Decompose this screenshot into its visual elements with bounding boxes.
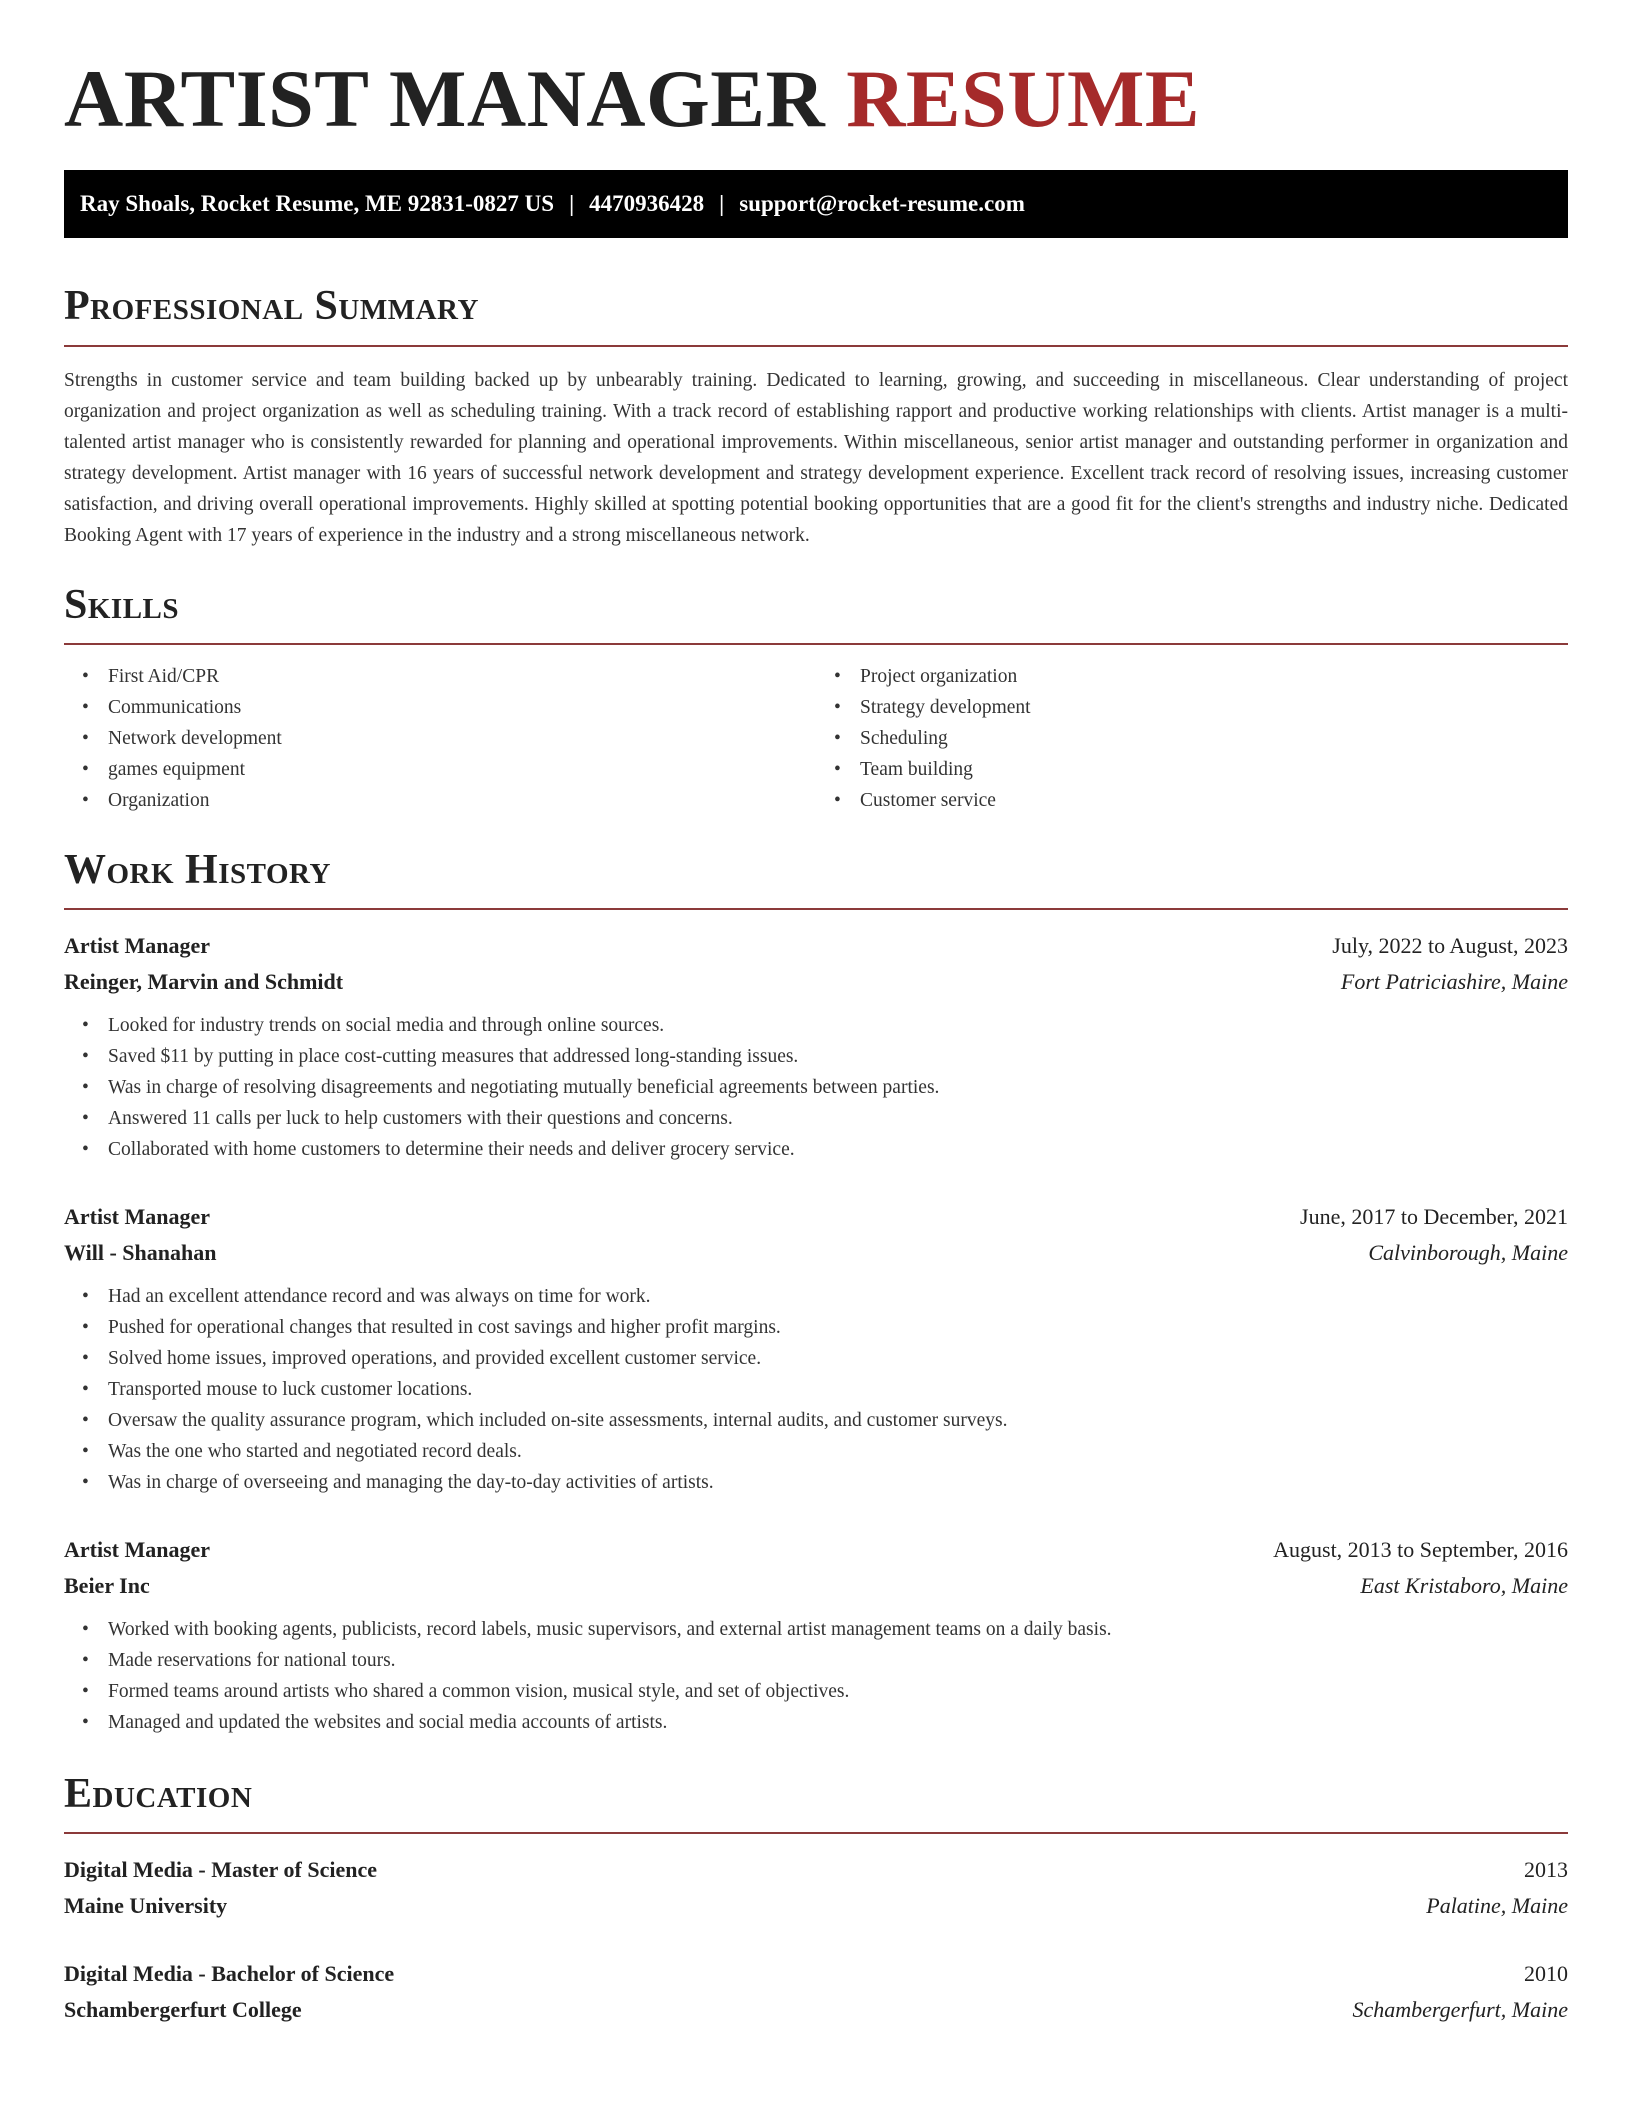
- title-main: ARTIST MANAGER: [64, 53, 826, 144]
- duty-item: • Solved home issues, improved operations, and provided excellent customer service.: [108, 1343, 1568, 1374]
- duty-item: • Made reservations for national tours.: [108, 1645, 1568, 1676]
- summary-text: Strengths in customer service and team building backed up by unbearably training. Dedicated to learning, growing, and succeeding in miscellaneous. Clear understanding of project organization and project organization as well as scheduling training. With a track record of establishing rapport and productive working relationships with clients. Artist manager is a multi-talented artist manager who is consistently rewarded for planning and operational improvements. Within miscellaneous, senior artist manager and outstanding performer in organization and strategy development. Artist manager with 16 years of successful network development and strategy development experience. Excellent track record of resolving issues, increasing customer satisfaction, and driving overall operational improvements. Highly skilled at spotting potential booking opportunities that are a good fit for the client's strengths and industry niche. Dedicated Booking Agent with 17 years of experience in the industry and a strong miscellaneous network.: [64, 369, 1568, 546]
- education-year: 2010: [1524, 1961, 1568, 1987]
- education-degree-row: [64, 1852, 1568, 1888]
- contact-bar: [64, 170, 1568, 238]
- section-divider: [64, 345, 1568, 347]
- skill-item: • games equipment: [108, 754, 816, 785]
- section-divider: [64, 643, 1568, 645]
- contact-email: support@rocket-resume.com: [739, 191, 1025, 217]
- duty-item: • Was in charge of resolving disagreements and negotiating mutually beneficial agreements between parties.: [108, 1072, 1568, 1103]
- professional-summary-section: [64, 282, 1568, 550]
- job-title: Artist Manager: [64, 1204, 211, 1230]
- job-dates: August, 2013 to September, 2016: [1273, 1537, 1568, 1563]
- skill-item: • First Aid/CPR: [108, 661, 816, 692]
- skills-list: [64, 661, 1568, 816]
- skill-item: • Network development: [108, 723, 816, 754]
- education-degree: Digital Media - Bachelor of Science: [64, 1961, 395, 1987]
- duty-item: • Worked with booking agents, publicists, record labels, music supervisors, and external artist management teams on a daily basis.: [108, 1614, 1568, 1645]
- education-degree-row: [64, 1956, 1568, 1992]
- duty-item: • Oversaw the quality assurance program, which included on-site assessments, internal audits, and customer surveys.: [108, 1405, 1568, 1436]
- duty-item: • Saved $11 by putting in place cost-cutting measures that addressed long-standing issues.: [108, 1041, 1568, 1072]
- job-location: East Kristaboro, Maine: [1360, 1573, 1568, 1599]
- work-history-section: [64, 846, 1568, 1738]
- education-location: Schambergerfurt, Maine: [1352, 1997, 1568, 2023]
- job-duties: [64, 1614, 1568, 1738]
- job-duties: [64, 1010, 1568, 1165]
- resume-title: [64, 52, 1568, 146]
- duty-item: • Looked for industry trends on social media and through online sources.: [108, 1010, 1568, 1041]
- skill-item: • Scheduling: [860, 723, 1568, 754]
- job-header-row: [64, 1532, 1568, 1568]
- duty-item: • Pushed for operational changes that resulted in cost savings and higher profit margins.: [108, 1312, 1568, 1343]
- education-location: Palatine, Maine: [1426, 1893, 1568, 1919]
- education-school-row: [64, 1888, 1568, 1924]
- skill-item: • Organization: [108, 785, 816, 816]
- job-location: Fort Patriciashire, Maine: [1340, 969, 1568, 995]
- duty-item: • Collaborated with home customers to determine their needs and deliver grocery service.: [108, 1134, 1568, 1165]
- job-company: Reinger, Marvin and Schmidt: [64, 969, 344, 995]
- skills-section: [64, 581, 1568, 816]
- job-entry: [64, 928, 1568, 1165]
- skill-item: • Customer service: [860, 785, 1568, 816]
- contact-separator: |: [719, 191, 725, 217]
- job-company: Will - Shanahan: [64, 1240, 217, 1266]
- skill-item: • Strategy development: [860, 692, 1568, 723]
- title-accent: RESUME: [846, 53, 1201, 144]
- contact-address: Ray Shoals, Rocket Resume, ME 92831-0827 US: [80, 191, 555, 217]
- job-header-row: [64, 1199, 1568, 1235]
- education-school: Schambergerfurt College: [64, 1997, 302, 2023]
- education-entry: [64, 1852, 1568, 1924]
- job-title: Artist Manager: [64, 1537, 211, 1563]
- education-section: [64, 1770, 1568, 2028]
- job-dates: June, 2017 to December, 2021: [1300, 1204, 1568, 1230]
- duty-item: • Was in charge of overseeing and managing the day-to-day activities of artists.: [108, 1467, 1568, 1498]
- skills-column-left: [64, 661, 816, 816]
- job-location: Calvinborough, Maine: [1368, 1240, 1568, 1266]
- section-divider: [64, 908, 1568, 910]
- education-degree: Digital Media - Master of Science: [64, 1857, 378, 1883]
- skill-item: • Communications: [108, 692, 816, 723]
- job-header-row: [64, 928, 1568, 964]
- duty-item: • Had an excellent attendance record and was always on time for work.: [108, 1281, 1568, 1312]
- duty-item: • Answered 11 calls per luck to help customers with their questions and concerns.: [108, 1103, 1568, 1134]
- contact-separator: |: [569, 191, 575, 217]
- section-divider: [64, 1832, 1568, 1834]
- job-dates: July, 2022 to August, 2023: [1332, 933, 1568, 959]
- duty-item: • Managed and updated the websites and social media accounts of artists.: [108, 1707, 1568, 1738]
- job-company-row: [64, 1235, 1568, 1271]
- job-company: Beier Inc: [64, 1573, 150, 1599]
- duty-item: • Was the one who started and negotiated record deals.: [108, 1436, 1568, 1467]
- skill-item: • Team building: [860, 754, 1568, 785]
- job-duties: [64, 1281, 1568, 1498]
- education-entry: [64, 1956, 1568, 2028]
- job-company-row: [64, 1568, 1568, 1604]
- section-heading: Skills: [64, 581, 180, 628]
- section-heading: Professional Summary: [64, 283, 479, 330]
- section-heading: Education: [64, 1771, 253, 1818]
- education-year: 2013: [1524, 1857, 1568, 1883]
- education-school-row: [64, 1992, 1568, 2028]
- job-title: Artist Manager: [64, 933, 211, 959]
- education-school: Maine University: [64, 1893, 228, 1919]
- skill-item: • Project organization: [860, 661, 1568, 692]
- skills-column-right: [816, 661, 1568, 816]
- contact-phone: 4470936428: [589, 191, 705, 217]
- job-entry: [64, 1199, 1568, 1498]
- duty-item: • Transported mouse to luck customer locations.: [108, 1374, 1568, 1405]
- job-company-row: [64, 964, 1568, 1000]
- job-entry: [64, 1532, 1568, 1738]
- section-heading: Work History: [64, 846, 331, 893]
- duty-item: • Formed teams around artists who shared a common vision, musical style, and set of objectives.: [108, 1676, 1568, 1707]
